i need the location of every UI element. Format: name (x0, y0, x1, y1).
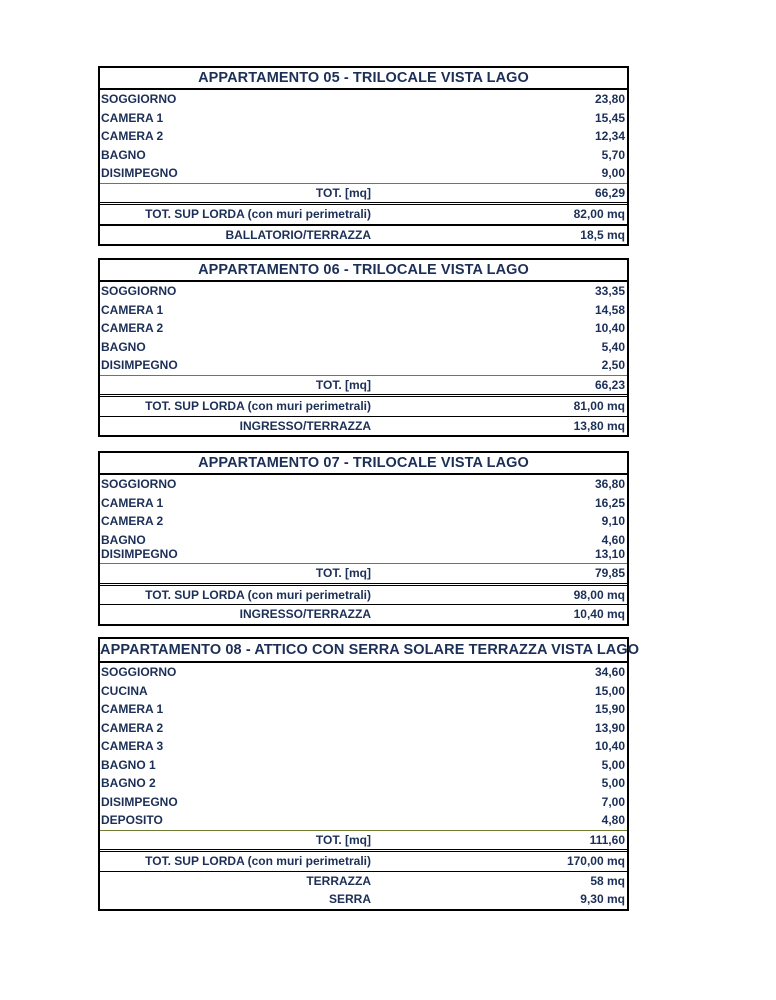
room-area: 13,10 (594, 546, 625, 561)
room-row (100, 127, 627, 146)
extra-value: 9,30 mq (580, 892, 625, 906)
room-area: 5,70 (601, 147, 625, 162)
room-row (100, 756, 627, 775)
room-row (100, 301, 627, 320)
room-row (100, 146, 627, 165)
total-row (100, 830, 627, 850)
room-row (100, 663, 627, 682)
room-area: 4,60 (601, 532, 625, 547)
gross-area-label: TOT. SUP LORDA (con muri perimetrali) (145, 854, 371, 868)
extra-row (100, 224, 627, 245)
gross-area-label: TOT. SUP LORDA (con muri perimetrali) (145, 399, 371, 413)
room-row (100, 494, 627, 513)
room-area: 15,45 (594, 110, 625, 125)
room-name: BAGNO (101, 532, 146, 547)
gross-area-row (100, 202, 627, 224)
room-row (100, 109, 627, 128)
room-area: 36,80 (594, 477, 625, 491)
room-area: 16,25 (594, 495, 625, 510)
room-row (100, 338, 627, 357)
room-row (100, 682, 627, 701)
room-name: CAMERA 1 (101, 302, 164, 317)
total-row (100, 183, 627, 203)
room-area: 5,40 (601, 339, 625, 354)
extra-label: INGRESSO/TERRAZZA (239, 418, 371, 433)
room-row (100, 737, 627, 756)
room-name: CUCINA (101, 683, 148, 698)
extra-label: INGRESSO/TERRAZZA (239, 607, 371, 621)
room-row (100, 811, 627, 830)
gross-area-label: TOT. SUP LORDA (con muri perimetrali) (145, 587, 371, 602)
room-row (100, 531, 627, 545)
room-row (100, 774, 627, 793)
extra-value: 18,5 mq (580, 227, 625, 242)
room-name: CAMERA 1 (101, 495, 164, 510)
gross-area-row (100, 394, 627, 416)
total-value: 66,29 (594, 185, 625, 200)
room-row (100, 719, 627, 738)
room-name: BAGNO (101, 147, 146, 162)
room-name: SOGGIORNO (101, 284, 177, 298)
extra-label: TERRAZZA (306, 873, 371, 888)
apartment-table-05 (98, 66, 629, 246)
total-label: TOT. [mq] (315, 832, 371, 847)
room-area: 9,10 (601, 514, 625, 528)
room-area: 14,58 (594, 302, 625, 317)
apartment-title: APPARTAMENTO 05 - TRILOCALE VISTA LAGO (100, 68, 627, 90)
room-area: 2,50 (601, 358, 625, 372)
room-name: SOGGIORNO (101, 92, 177, 106)
room-area: 23,80 (594, 92, 625, 106)
room-name: SOGGIORNO (101, 665, 177, 679)
room-row (100, 90, 627, 109)
extra-row (100, 890, 627, 909)
room-row (100, 475, 627, 494)
room-row (100, 282, 627, 301)
room-name: CAMERA 3 (101, 739, 164, 753)
gross-area-label: TOT. SUP LORDA (con muri perimetrali) (145, 207, 371, 221)
total-value: 111,60 (589, 832, 625, 847)
room-name: CAMERA 2 (101, 514, 164, 528)
room-name: SOGGIORNO (101, 477, 177, 491)
room-row (100, 700, 627, 719)
apartment-table-08 (98, 637, 640, 911)
room-name: BAGNO 2 (101, 776, 156, 790)
total-value: 66,23 (594, 377, 625, 392)
room-area: 15,90 (594, 702, 625, 716)
room-area: 5,00 (601, 776, 625, 790)
room-area: 7,00 (601, 794, 625, 809)
extra-label: SERRA (328, 892, 371, 906)
room-area: 15,00 (594, 683, 625, 698)
apartment-title: APPARTAMENTO 06 - TRILOCALE VISTA LAGO (100, 260, 627, 282)
extra-row (100, 416, 627, 436)
room-area: 10,40 (594, 321, 625, 335)
room-row (100, 512, 627, 531)
room-name: CAMERA 2 (101, 129, 164, 143)
room-name: CAMERA 2 (101, 321, 164, 335)
total-row (100, 563, 627, 583)
room-area: 13,90 (594, 720, 625, 735)
room-area: 9,00 (601, 166, 625, 180)
room-area: 12,34 (594, 129, 625, 143)
total-value: 79,85 (594, 566, 625, 580)
total-label: TOT. [mq] (315, 377, 371, 392)
gross-area-value: 170,00 mq (566, 854, 625, 868)
room-row (100, 164, 627, 183)
extra-value: 13,80 mq (573, 418, 625, 433)
gross-area-row (100, 849, 627, 871)
gross-area-value: 98,00 mq (573, 587, 625, 602)
room-name: CAMERA 1 (101, 110, 164, 125)
total-label: TOT. [mq] (315, 185, 371, 200)
room-name: DEPOSITO (101, 813, 163, 827)
room-name: DISIMPEGNO (101, 358, 178, 372)
room-name: DISIMPEGNO (101, 166, 178, 180)
extra-value: 10,40 mq (573, 607, 625, 621)
room-row (100, 356, 627, 375)
room-name: BAGNO 1 (101, 757, 156, 772)
room-name: BAGNO (101, 339, 146, 354)
room-row (100, 319, 627, 338)
room-name: DISIMPEGNO (101, 546, 178, 561)
room-row (100, 545, 627, 564)
room-area: 33,35 (594, 284, 625, 298)
extra-value: 58 mq (590, 873, 625, 888)
apartment-table-07 (98, 451, 629, 626)
total-row (100, 375, 627, 395)
gross-area-value: 82,00 mq (573, 207, 625, 221)
room-area: 4,80 (601, 813, 625, 827)
room-area: 5,00 (601, 757, 625, 772)
gross-area-row (100, 583, 627, 605)
extra-row (100, 871, 627, 891)
room-name: CAMERA 2 (101, 720, 164, 735)
total-label: TOT. [mq] (315, 566, 371, 580)
apartment-table-06 (98, 258, 629, 437)
room-area: 10,40 (594, 739, 625, 753)
room-name: DISIMPEGNO (101, 794, 178, 809)
apartment-title: APPARTAMENTO 08 - ATTICO CON SERRA SOLARE TERRAZZA VISTA LAGO (100, 639, 627, 663)
extra-label: BALLATORIO/TERRAZZA (225, 227, 371, 242)
room-area: 34,60 (594, 665, 625, 679)
room-row (100, 793, 627, 812)
extra-row (100, 604, 627, 624)
gross-area-value: 81,00 mq (573, 399, 625, 413)
apartment-title: APPARTAMENTO 07 - TRILOCALE VISTA LAGO (100, 453, 627, 475)
room-name: CAMERA 1 (101, 702, 164, 716)
